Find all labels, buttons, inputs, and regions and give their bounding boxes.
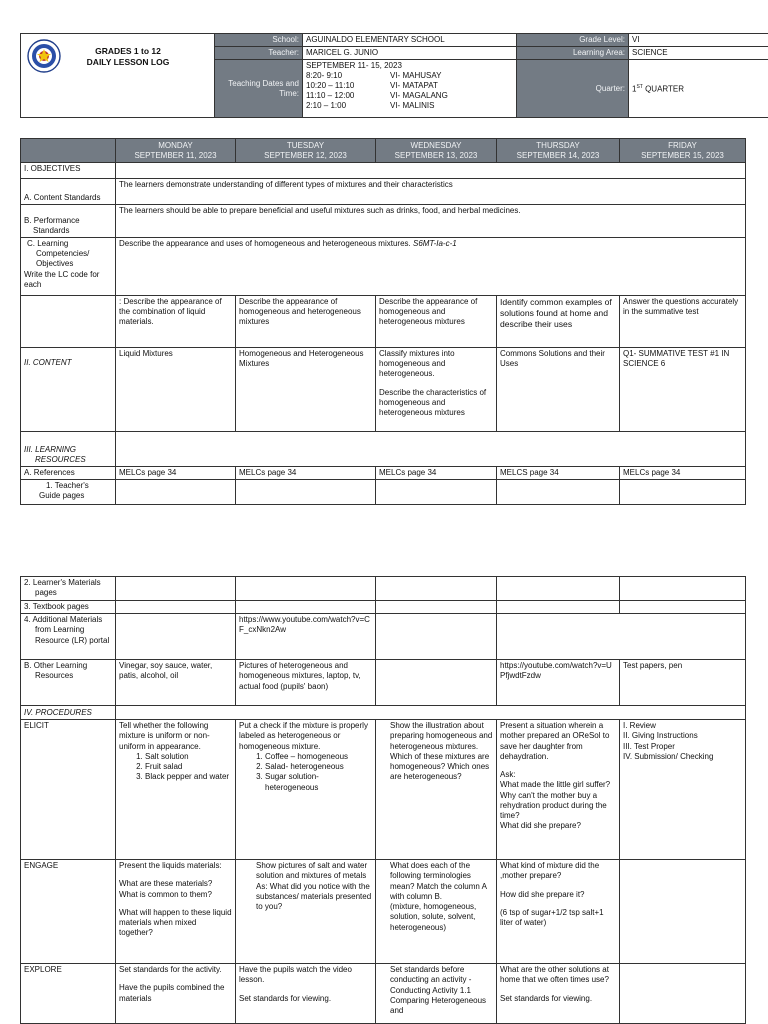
engage-thursday: What kind of mixture did the ,mother prepare? How did she prepare it? (6 tsp of sugar+1/2 tsp salt+1 liter of water) [497,860,620,964]
header-corner [21,139,116,163]
explore-thursday: What are the other solutions at home that we often times use? Set standards for viewing. [497,964,620,1024]
schedule-row: 11:10 – 12:00 VI- MAGALANG [306,91,448,101]
learners-materials-row [21,577,746,601]
learning-competencies-row [21,238,746,296]
document-title-line1: GRADES 1 to 12 [95,46,161,56]
objectives-label: I. OBJECTIVES [21,163,116,179]
list-item: 3. Sugar solution- heterogeneous [265,772,372,792]
objective-friday: Answer the questions accurately in the summative test [620,296,746,348]
list-item: 2. Salad- heterogeneous [265,762,372,772]
list-item: 2. Fruit salad [145,762,232,772]
teacher-value: MARICEL G. JUNIO [303,47,517,60]
reference-friday: MELCs page 34 [620,467,746,480]
engage-row [21,860,746,964]
explore-label: EXPLORE [21,964,116,1024]
procedures-label: IV. PROCEDURES [21,706,116,720]
reference-wednesday: MELCs page 34 [376,467,497,480]
title-cell [21,34,215,118]
elicit-tuesday: Put a check if the mixture is properly labeled as heterogeneous or homogeneous mixture. 1. Coffee – homogeneous 2. Salad- heterogeneous 3. Sugar solution- heterogeneous [236,720,376,860]
deped-seal-icon [27,39,61,73]
engage-label: ENGAGE [21,860,116,964]
day-header-monday: MONDAY SEPTEMBER 11, 2023 [116,139,236,163]
teaching-dates-label: Teaching Dates and Time: [215,60,303,118]
explore-monday: Set standards for the activity. Have the pupils combined the materials [116,964,236,1024]
learning-area-label: Learning Area: [517,47,629,60]
content-standards-label: A. Content Standards [21,179,116,205]
header [20,33,768,118]
other-resources-monday: Vinegar, soy sauce, water, patis, alcohol, oil [116,660,236,706]
engage-tuesday: Show pictures of salt and water solution and mixtures of metals As: What did you notice with the substances/ materials presented to you? [236,860,376,964]
content-monday: Liquid Mixtures [116,348,236,432]
references-row [21,467,746,480]
additional-materials-label: 4. Additional Materials from Learning Resource (LR) portal [21,614,116,660]
objective-tuesday: Describe the appearance of homogeneous and heterogeneous mixtures [236,296,376,348]
explore-wednesday: Set standards before conducting an activity - Conducting Activity 1.1 Comparing Heterogeneous and [376,964,497,1024]
day-header-friday: FRIDAY SEPTEMBER 15, 2023 [620,139,746,163]
performance-standards-label: B. Performance Standards [21,205,116,238]
content-standards-row [21,179,746,205]
other-resources-thursday-link[interactable]: https://youtube.com/watch?v=UPfjwdtFzdw [497,660,620,706]
engage-monday: Present the liquids materials: What are these materials? What is common to them? What will happen to these liquid materials when mixed together? [116,860,236,964]
teacher-label: Teacher: [215,47,303,60]
learners-materials-label: 2. Learner's Materials pages [21,577,116,601]
objective-monday: : Describe the appearance of the combination of liquid materials. [116,296,236,348]
list-item: 1. Coffee – homogeneous [265,752,372,762]
learning-competencies-text: Describe the appearance and uses of homogeneous and heterogeneous mixtures. S6MT-Ia-c-1 [116,238,746,296]
lc-code: S6MT-Ia-c-1 [412,239,457,248]
additional-materials-link[interactable]: https://www.youtube.com/watch?v=CF_cxNkn2Aw [236,614,376,660]
teaching-dates-value [303,60,517,118]
learning-area-value: SCIENCE [629,47,768,60]
elicit-row [21,720,746,860]
additional-materials-row [21,614,746,660]
other-resources-wednesday [376,660,497,706]
content-label: II. CONTENT [21,348,116,432]
explore-row [21,964,746,1024]
reference-monday: MELCs page 34 [116,467,236,480]
references-label: A. References [21,467,116,480]
other-resources-friday: Test papers, pen [620,660,746,706]
learning-resources-row [21,432,746,467]
list-item: 1. Salt solution [145,752,232,762]
quarter-label: Quarter: [517,60,629,118]
learning-competencies-label: C. Learning Competencies/ Objectives Write the LC code for each [21,238,116,296]
procedures-row [21,706,746,720]
content-row [21,348,746,432]
other-resources-tuesday: Pictures of heterogeneous and homogeneous mixtures, laptop, tv, actual food (pupils' baon) [236,660,376,706]
content-thursday: Commons Solutions and their Uses [497,348,620,432]
elicit-wednesday: Show the illustration about preparing homogeneous and heterogeneous mixtures. Which of these mixtures are homogeneous? Which ones are heterogeneous? [376,720,497,860]
date-range: SEPTEMBER 11- 15, 2023 [306,61,402,71]
learning-resources-label: III. LEARNING RESOURCES [21,432,116,467]
other-resources-label: B. Other Learning Resources [21,660,116,706]
elicit-thursday: Present a situation wherein a mother prepared an OReSol to save her daughter from dehaydration. Ask: What made the little girl suffer? Why can't the mother buy a rehydration product during the time? What did she prepare? [497,720,620,860]
day-header-thursday: THURSDAY SEPTEMBER 14, 2023 [497,139,620,163]
explore-tuesday: Have the pupils watch the video lesson. Set standards for viewing. [236,964,376,1024]
textbook-row [21,601,746,614]
grade-level-label: Grade Level: [517,34,629,47]
teachers-guide-row [21,480,746,505]
teachers-guide-label: 1. Teacher's Guide pages [21,480,116,505]
reference-thursday: MELCS page 34 [497,467,620,480]
content-tuesday: Homogeneous and Heterogeneous Mixtures [236,348,376,432]
reference-tuesday: MELCs page 34 [236,467,376,480]
daily-objectives-row [21,296,746,348]
objective-thursday: Identify common examples of solutions found at home and describe their uses [497,296,620,348]
elicit-label: ELICIT [21,720,116,860]
lesson-table-page1 [20,138,746,505]
school-value: AGUINALDO ELEMENTARY SCHOOL [303,34,517,47]
elicit-friday: I. Review II. Giving Instructions III. Test Proper IV. Submission/ Checking [620,720,746,860]
day-header-row [21,139,746,163]
elicit-monday: Tell whether the following mixture is uniform or non-uniform in appearance. 1. Salt solution 2. Fruit salad 3. Black pepper and water [116,720,236,860]
content-friday: Q1- SUMMATIVE TEST #1 IN SCIENCE 6 [620,348,746,432]
objectives-row [21,163,746,179]
list-item: 3. Black pepper and water [145,772,232,782]
performance-standards-text: The learners should be able to prepare beneficial and useful mixtures such as drinks, food, and herbal medicines. [116,205,746,238]
day-header-wednesday: WEDNESDAY SEPTEMBER 13, 2023 [376,139,497,163]
grade-level-value: VI [629,34,768,47]
engage-wednesday: What does each of the following terminologies mean? Match the column A with column B. (mixture, homogeneous, solution, solute, solvent, heterogeneous) [376,860,497,964]
objective-wednesday: Describe the appearance of homogeneous and heterogeneous mixtures [376,296,497,348]
other-resources-row [21,660,746,706]
schedule-row: 10:20 – 11:10 VI- MATAPAT [306,81,438,91]
schedule-row: 8:20- 9:10 VI- MAHUSAY [306,71,442,81]
school-label: School: [215,34,303,47]
day-header-tuesday: TUESDAY SEPTEMBER 12, 2023 [236,139,376,163]
quarter-value: 1ST QUARTER [629,60,768,118]
content-wednesday: Classify mixtures into homogeneous and heterogeneous. Describe the characteristics of homogeneous and heterogeneous mixtures [376,348,497,432]
schedule-row: 2:10 – 1:00 VI- MALINIS [306,101,435,111]
lesson-table-page2 [20,576,746,1024]
performance-standards-row [21,205,746,238]
textbook-label: 3. Textbook pages [21,601,116,614]
content-standards-text: The learners demonstrate understanding of different types of mixtures and their characteristics [116,179,746,205]
header-table [20,33,768,118]
document-title-line2: DAILY LESSON LOG [86,57,170,68]
